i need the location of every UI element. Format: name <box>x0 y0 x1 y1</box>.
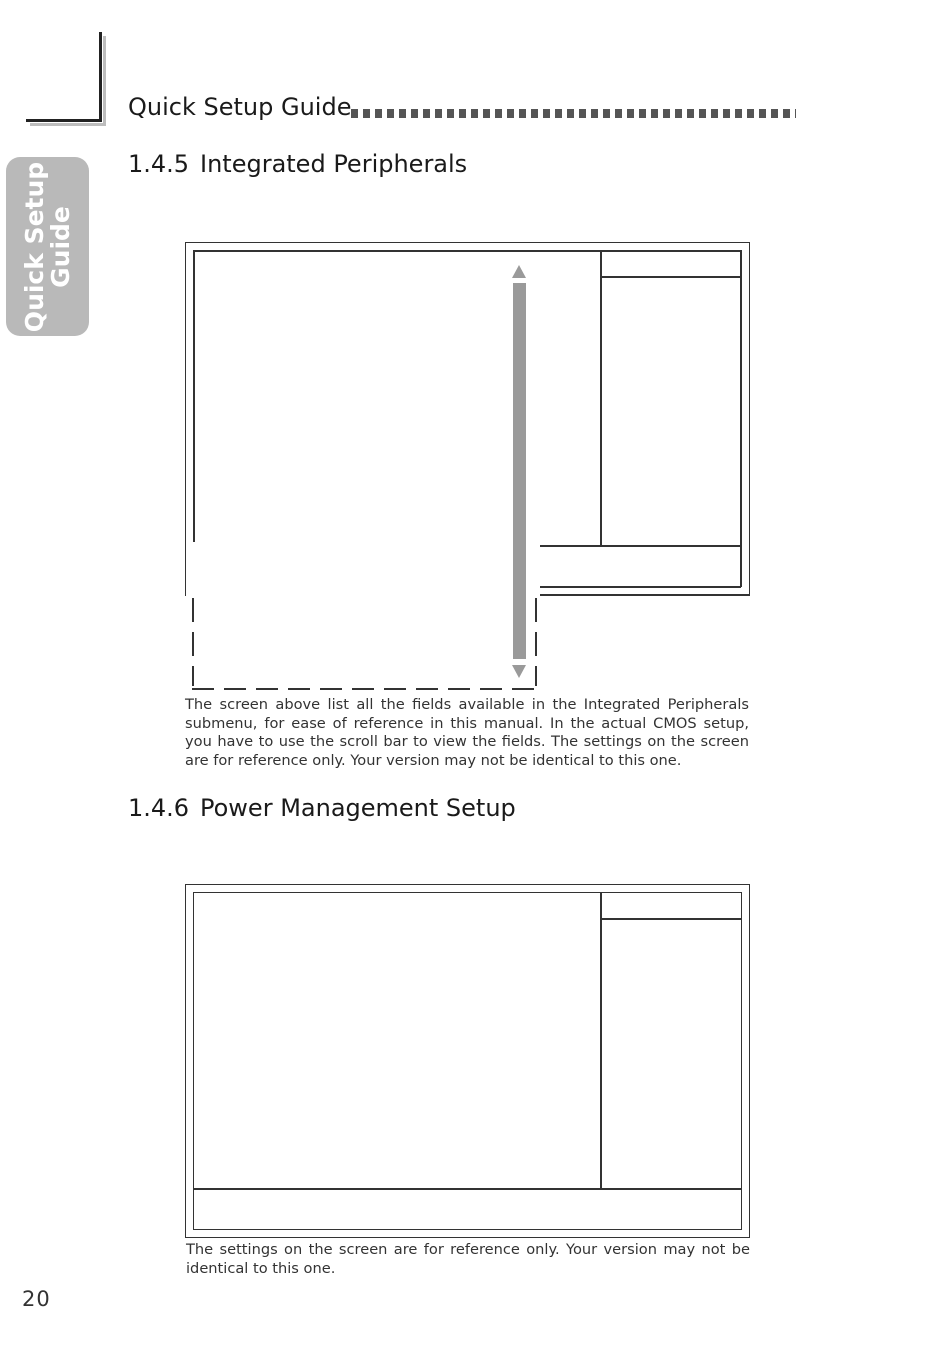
side-tab-label <box>19 161 75 332</box>
item-help-header-line <box>600 276 741 278</box>
item-help-header-line <box>600 918 741 920</box>
screen-inner-right-edge <box>740 250 742 587</box>
page-number: 20 <box>22 1287 51 1311</box>
item-help-divider <box>600 892 602 1189</box>
key-legend-divider <box>193 1188 742 1190</box>
scroll-up-arrow-icon[interactable] <box>512 265 526 278</box>
screen-outer-bottom-edge <box>540 594 750 596</box>
section-title: Power Management Setup <box>200 794 516 822</box>
side-tab-line-1: Quick Setup <box>19 161 49 332</box>
scroll-bar[interactable] <box>513 283 526 659</box>
caption-integrated-peripherals: The screen above list all the fields available in the Integrated Peripherals submenu, for ease of reference in this manual. In the actual CMOS setup, you have to use the scroll bar to view the fields. The settings on the screen are for reference only. Your version may not be identical to this one. <box>185 696 749 769</box>
running-header-dotted-rule <box>351 109 796 118</box>
section-heading-power-management <box>128 794 516 822</box>
screen-inner-top-edge <box>193 250 742 252</box>
corner-mark-vertical <box>99 32 102 122</box>
side-tab <box>6 157 89 336</box>
continuation-dashed-left <box>192 598 194 686</box>
corner-mark-horizontal <box>26 119 102 122</box>
screen-inner-bottom-edge <box>540 586 741 588</box>
screen-continuation-gap <box>186 542 540 596</box>
side-tab-line-2: Guide <box>45 205 75 288</box>
continuation-dashed-bottom <box>192 688 537 690</box>
continuation-dashed-right <box>535 598 537 686</box>
screen-inner-left-edge <box>193 250 195 542</box>
caption-power-management: The settings on the screen are for reference only. Your version may not be identical to this one. <box>186 1241 750 1277</box>
section-title: Integrated Peripherals <box>200 150 468 178</box>
section-number: 1.4.5 <box>128 150 190 178</box>
corner-mark-shadow-vertical <box>103 36 106 126</box>
item-help-divider <box>600 250 602 545</box>
corner-mark-shadow-horizontal <box>30 123 106 126</box>
screen-inner-frame <box>193 892 742 1230</box>
key-legend-divider <box>540 545 741 547</box>
scroll-down-arrow-icon[interactable] <box>512 665 526 678</box>
section-number: 1.4.6 <box>128 794 190 822</box>
section-heading-integrated-peripherals <box>128 150 467 178</box>
running-header-title: Quick Setup Guide <box>128 93 352 121</box>
